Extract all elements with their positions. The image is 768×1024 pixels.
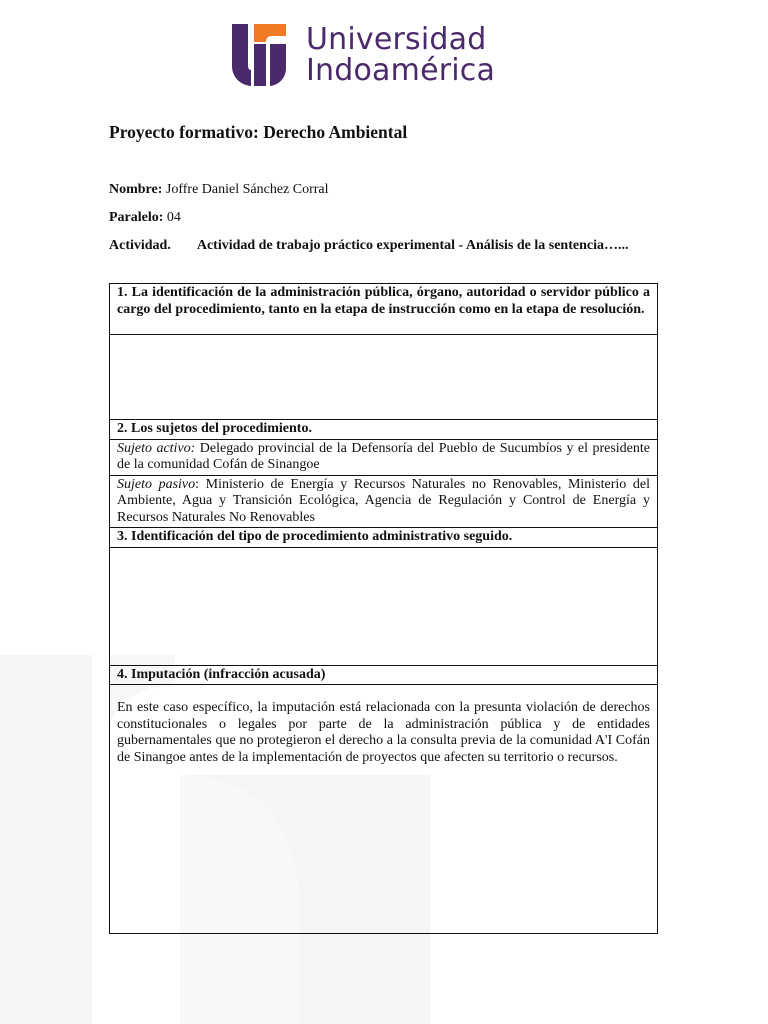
- activity-label: Actividad.: [109, 238, 171, 253]
- university-name: [306, 24, 495, 86]
- name-field: [109, 182, 329, 198]
- paralelo-label: Paralelo:: [109, 210, 164, 225]
- section-3-answer: [110, 547, 658, 665]
- university-logo: [232, 24, 532, 88]
- university-name-line-1: Universidad: [306, 22, 487, 57]
- name-value: Joffre Daniel Sánchez Corral: [165, 182, 329, 197]
- section-4-answer: En este caso específico, la imputación está relacionada con la presunta violación de derechos constitucionales o legales por parte de la administración pública y de entidades gubernamentales que no protegieron el derecho a la consulta previa de la comunidad A'I Cofán de Sinangoe antes de la implementación de proyectos que afecten su territorio o recursos.: [110, 685, 658, 934]
- section-2-heading: 2. Los sujetos del procedimiento.: [110, 420, 658, 440]
- section-1-heading: 1. La identificación de la administración pública, órgano, autoridad o servidor público a cargo del procedimiento, tanto en la etapa de instrucción como en la etapa de resolución.: [110, 284, 658, 335]
- university-logo-icon: [232, 24, 286, 86]
- document-title: Proyecto formativo: Derecho Ambiental: [109, 122, 408, 142]
- passive-subject-label: Sujeto pasivo: [117, 476, 196, 492]
- name-label: Nombre:: [109, 182, 163, 197]
- section-3-heading: 3. Identificación del tipo de procedimiento administrativo seguido.: [110, 528, 658, 548]
- university-name-line-2: Indoamérica: [306, 53, 496, 88]
- paralelo-value: 04: [166, 210, 181, 225]
- passive-subject-row: [110, 475, 658, 528]
- analysis-table: [109, 283, 658, 934]
- active-subject-row: [110, 439, 658, 475]
- activity-field: [109, 237, 658, 254]
- paralelo-field: [109, 210, 181, 226]
- passive-subject-text: : Ministerio de Energía y Recursos Naturales no Renovables, Ministerio del Ambiente, Agua y Transición Ecológica, Agencia de Regulación y Control de Energía y Recursos Naturales No Renovables: [117, 476, 650, 525]
- active-subject-label: Sujeto activo:: [117, 440, 196, 456]
- active-subject-text: Delegado provincial de la Defensoría del Pueblo de Sucumbíos y el presidente de la comunidad Cofán de Sinangoe: [117, 440, 650, 472]
- section-1-answer: [110, 335, 658, 420]
- section-4-heading: 4. Imputación (infracción acusada): [110, 665, 658, 685]
- activity-value: Actividad de trabajo práctico experimental - Análisis de la sentencia…...: [196, 238, 629, 253]
